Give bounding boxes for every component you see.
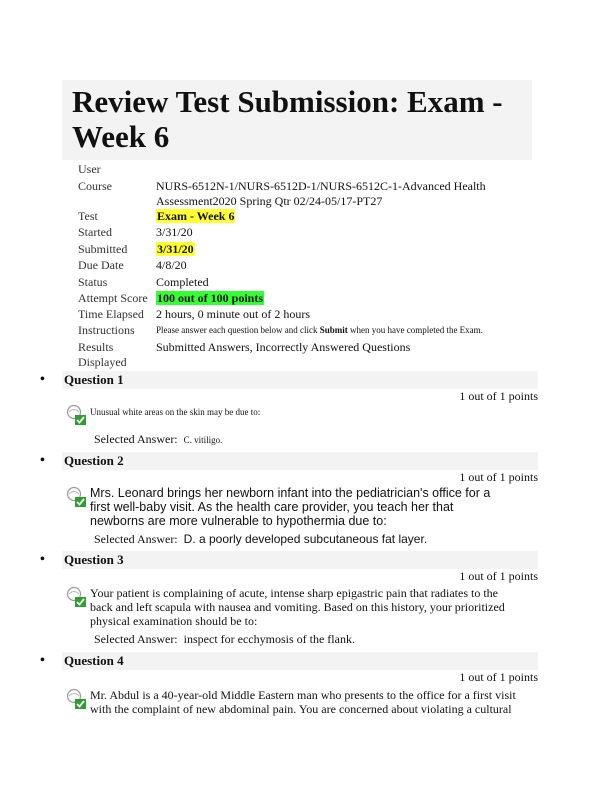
question-title: Question 1 [64, 372, 124, 387]
correct-check-icon [65, 688, 87, 710]
selected-answer-label: Selected Answer: [94, 632, 178, 646]
selected-answer [94, 432, 534, 447]
instructions-text: Please answer each question below and click Submit when you have completed the Exam. [156, 325, 483, 335]
detail-label: User [78, 162, 101, 176]
question-text: Your patient is complaining of acute, intense sharp epigastric pain that radiates to the back and left scapula with nausea and vomiting. Based on this history, your prioritized physical examination should be to: [90, 586, 505, 628]
selected-answer-value: C. vitiligo. [183, 435, 223, 445]
detail-label: Submitted [78, 242, 128, 256]
question-header [62, 551, 538, 569]
detail-label: Status [78, 275, 108, 289]
question-header [62, 652, 538, 670]
submitted-date-highlight: 3/31/20 [157, 242, 194, 256]
title-banner [62, 80, 532, 160]
detail-label: Due Date [78, 258, 124, 272]
question-points: 1 out of 1 points [459, 470, 538, 484]
detail-label: Instructions [78, 323, 135, 337]
question-points: 1 out of 1 points [459, 389, 538, 403]
selected-answer [94, 632, 534, 646]
detail-value: 2 hours, 0 minute out of 2 hours [156, 307, 310, 321]
detail-label: Time Elapsed [78, 307, 144, 321]
selected-answer-value: inspect for ecchymosis of the flank. [183, 632, 355, 646]
question-title: Question 3 [64, 552, 124, 567]
detail-value: 4/8/20 [156, 258, 187, 272]
question-header [62, 452, 538, 470]
question-text: Mr. Abdul is a 40-year-old Middle Eastern man who presents to the office for a first visit with the complaint of new abdominal pain. You are concerned about violating a cultural [90, 688, 516, 716]
correct-check-icon [65, 404, 87, 426]
attempt-score-highlight: 100 out of 100 points [157, 291, 264, 305]
selected-answer-label: Selected Answer: [94, 532, 178, 546]
detail-value: 3/31/20 [156, 225, 193, 239]
question-points: 1 out of 1 points [459, 569, 538, 583]
question-text: Unusual white areas on the skin may be due to: [90, 407, 261, 417]
detail-label: Course [78, 179, 112, 193]
question-header [62, 371, 538, 389]
detail-value: Completed [156, 275, 209, 289]
detail-label: Test [78, 209, 98, 223]
detail-label: Attempt Score [78, 291, 148, 305]
bullet: • [40, 453, 45, 468]
detail-value: NURS-6512N-1/NURS-6512D-1/NURS-6512C-1-Advanced Health Assessment2020 Spring Qtr 02/24-05/17-PT27 [156, 179, 486, 208]
question-title: Question 4 [64, 653, 124, 668]
test-name-highlight: Exam - Week 6 [157, 209, 235, 223]
correct-check-icon [65, 586, 87, 608]
page-title: Review Test Submission: Exam - Week 6 [72, 84, 503, 154]
selected-answer-value: D. a poorly developed subcutaneous fat layer. [183, 532, 428, 546]
bullet: • [40, 653, 45, 668]
bullet: • [40, 552, 45, 567]
question-text: Mrs. Leonard brings her newborn infant into the pediatrician's office for a first well-baby visit. As the health care provider, you teach her that newborns are more vulnerable to hypothermia due to: [90, 486, 491, 528]
detail-label: Started [78, 225, 112, 239]
detail-label: Results Displayed [78, 340, 127, 369]
question-title: Question 2 [64, 453, 124, 468]
bullet: • [40, 372, 45, 387]
detail-value: Submitted Answers, Incorrectly Answered Questions [156, 340, 411, 354]
selected-answer-label: Selected Answer: [94, 432, 178, 446]
selected-answer [94, 532, 534, 546]
correct-check-icon [65, 486, 87, 508]
question-points: 1 out of 1 points [459, 670, 538, 684]
